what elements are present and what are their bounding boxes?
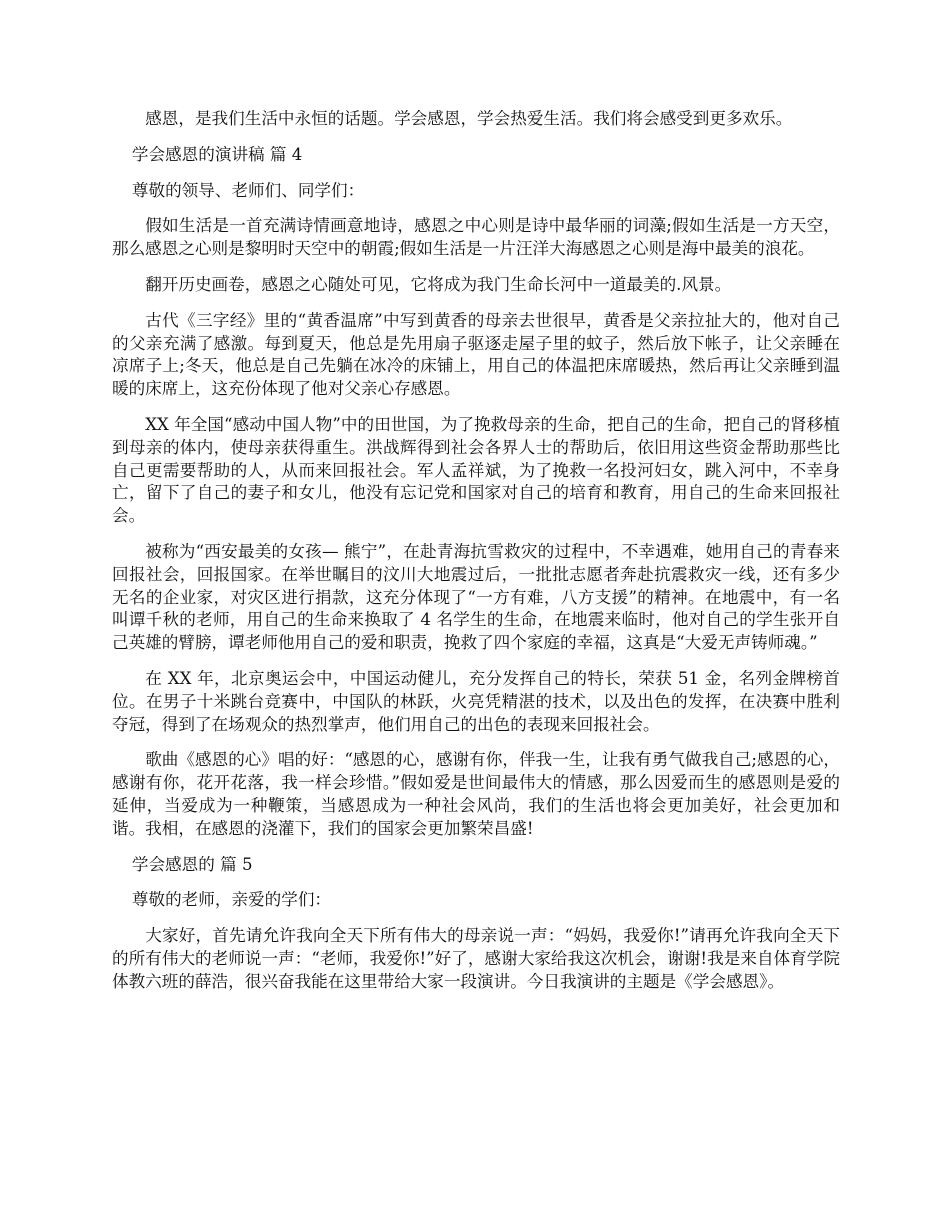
section-heading-4: 学会感恩的演讲稿 篇 4	[131, 144, 303, 164]
salutation-5: 尊敬的老师，亲爱的学们：	[131, 890, 332, 910]
document-page	[112, 108, 840, 1007]
salutation-4: 尊敬的领导、老师们、同学们：	[131, 180, 365, 200]
paragraph-xiongning: 被称为“西安最美的女孩— 熊宁”，在赴青海抗雪救灾的过程中，不幸遇难，她用自己的青春来回报社会，回报国家。在举世瞩目的汶川大地震过后，一批批志愿者奔赴抗震救灾一线，还有多少无名的企业家，对灾区进行捐款，这充分体现了“一方有难，八方支援”的精神。在地震中，有一名叫谭千秋的老师，用自己的生命来换取了 4 名学生的生命，在地震来临时，他对自己的学生张开自己英雄的臂膀，谭老师他用自己的爱和职责，挽救了四个家庭的幸福，这真是“大爱无声铸师魂。”	[112, 541, 840, 653]
paragraph-gratitude-closing: 感恩，是我们生活中永恒的话题。学会感恩，学会热爱生活。我们将会感受到更多欢乐。	[145, 109, 793, 128]
paragraph-moving-china: XX 年全国“感动中国人物”中的田世国，为了挽救母亲的生命，把自己的生命，把自己的肾移植到母亲的体内，使母亲获得重生。洪战辉得到社会各界人士的帮助后，依旧用这些资金帮助那些比自己更需要帮助的人，从而来回报社会。军人孟祥斌，为了挽救一名投河妇女，跳入河中，不幸身亡，留下了自己的妻子和女儿，他没有忘记党和国家对自己的培育和教育，用自己的生命来回报社会。	[112, 414, 840, 526]
section-heading-5: 学会感恩的 篇 5	[131, 854, 253, 874]
paragraph-olympics: 在 XX 年，北京奥运会中，中国运动健儿，充分发挥自己的特长，荣获 51 金，名列金牌榜首位。在男子十米跳台竞赛中，中国队的林跃，火亮凭精湛的技术，以及出色的发挥，在决赛中胜利夺冠，得到了在场观众的热烈掌声，他们用自己的出色的表现来回报社会。	[112, 668, 840, 734]
paragraph-speech-intro: 大家好，首先请允许我向全天下所有伟大的母亲说一声：“妈妈，我爱你!”请再允许我向全天下的所有伟大的老师说一声：“老师，我爱你!”好了，感谢大家给我这次机会，谢谢!我是来自体育学院体教六班的薛浩，很兴奋我能在这里带给大家一段演讲。今日我演讲的主题是《学会感恩》。	[112, 926, 840, 991]
paragraph-history-scroll: 翻开历史画卷，感恩之心随处可见，它将成为我门生命长河中一道最美的.风景。	[145, 274, 732, 294]
paragraph-huangxiang: 古代《三字经》里的“黄香温席”中写到黄香的母亲去世很早，黄香是父亲拉扯大的，他对自己的父亲充满了感激。每到夏天，他总是先用扇子驱逐走屋子里的蚊子，然后放下帐子，让父亲睡在凉席子上;冬天，他总是自己先躺在冰冷的床铺上，用自己的体温把床席暖热，然后再让父亲睡到温暖的床席上，这充份体现了他对父亲心存感恩。	[112, 310, 840, 399]
paragraph-life-poem: 假如生活是一首充满诗情画意地诗，感恩之中心则是诗中最华丽的词藻;假如生活是一方天空，那么感恩之心则是黎明时天空中的朝霞;假如生活是一片汪洋大海感恩之心则是海中最美的浪花。	[112, 216, 840, 259]
paragraph-song: 歌曲《感恩的心》唱的好：“感恩的心，感谢有你，伴我一生，让我有勇气做我自己;感恩的心，感谢有你，花开花落，我一样会珍惜。”假如爱是世间最伟大的情感，那么因爱而生的感恩则是爱的延伸，当爱成为一种鞭策，当感恩成为一种社会风尚，我们的生活也将会更加美好，社会更加和谐。我相，在感恩的浇灌下，我们的国家会更加繁荣昌盛!	[112, 750, 840, 838]
